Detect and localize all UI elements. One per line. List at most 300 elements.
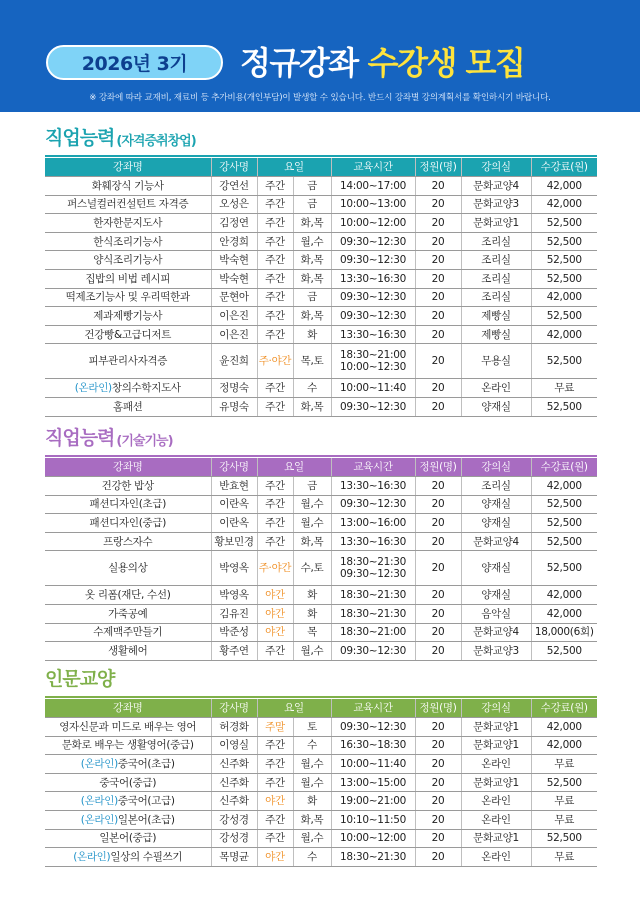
cell-fee: 42,000	[531, 477, 597, 496]
time-slot: 13:30~16:30	[339, 328, 407, 341]
cell-type: 주간	[257, 325, 293, 344]
cell-fee: 무료	[531, 810, 597, 829]
cell-course	[45, 773, 211, 792]
cell-days: 화	[293, 325, 331, 344]
cell-capacity: 20	[415, 532, 461, 551]
title-accent: 수강생 모집	[367, 44, 525, 82]
cell-fee: 무료	[531, 848, 597, 867]
cell-teacher: 허경화	[211, 718, 257, 737]
cell-days: 목	[293, 623, 331, 642]
cell-teacher: 신주화	[211, 773, 257, 792]
cell-type: 주간	[257, 532, 293, 551]
header-capacity: 정원(명)	[415, 458, 461, 477]
cell-type: 주간	[257, 495, 293, 514]
time-slot: 10:00~12:00	[339, 216, 407, 229]
course-row	[45, 379, 597, 398]
cell-type: 야간	[257, 604, 293, 623]
time-slot: 09:30~12:30	[339, 235, 407, 248]
cell-days: 화,목	[293, 532, 331, 551]
section-title	[45, 424, 597, 450]
course-row	[45, 623, 597, 642]
cell-time	[331, 495, 415, 514]
cell-days: 화,목	[293, 397, 331, 416]
cell-fee: 52,500	[531, 829, 597, 848]
course-row	[45, 604, 597, 623]
cell-days: 금	[293, 288, 331, 307]
header-room: 강의실	[461, 699, 531, 718]
cell-fee: 52,500	[531, 551, 597, 586]
cell-course	[45, 495, 211, 514]
cell-fee: 42,000	[531, 736, 597, 755]
time-slot: 13:30~16:30	[339, 535, 407, 548]
cell-course	[45, 344, 211, 379]
course-name: 창의수학지도사	[111, 382, 181, 395]
cell-days: 화	[293, 586, 331, 605]
table-header-row	[45, 158, 597, 177]
cell-room: 문화교양4	[461, 177, 531, 196]
online-tag: (온라인)	[80, 813, 118, 826]
course-row	[45, 325, 597, 344]
course-name: 양식조리기능사	[93, 254, 163, 267]
course-name: 건강빵&고급디저트	[84, 328, 172, 341]
cell-time	[331, 214, 415, 233]
header-course: 강좌명	[45, 158, 211, 177]
course-row	[45, 755, 597, 774]
cell-time	[331, 232, 415, 251]
cell-teacher: 강성경	[211, 829, 257, 848]
cell-fee: 무료	[531, 755, 597, 774]
cell-capacity: 20	[415, 755, 461, 774]
cell-type: 주간	[257, 195, 293, 214]
cell-capacity: 20	[415, 307, 461, 326]
header-day: 요일	[257, 458, 331, 477]
course-row	[45, 214, 597, 233]
cell-time	[331, 379, 415, 398]
cell-type: 주간	[257, 736, 293, 755]
cell-room: 문화교양1	[461, 214, 531, 233]
header-day: 요일	[257, 699, 331, 718]
cell-capacity: 20	[415, 477, 461, 496]
cell-capacity: 20	[415, 848, 461, 867]
cell-fee: 52,500	[531, 214, 597, 233]
course-name: 집밥의 비법 레시피	[85, 272, 171, 285]
time-slot: 18:30~21:00	[339, 626, 407, 639]
cell-days: 수	[293, 848, 331, 867]
table-header-row	[45, 458, 597, 477]
course-name: 패션디자인(초급)	[89, 498, 166, 511]
cell-teacher: 신주화	[211, 792, 257, 811]
cell-capacity: 20	[415, 623, 461, 642]
course-name: 일본어(초급)	[117, 813, 175, 826]
cell-course	[45, 642, 211, 661]
cell-type: 주간	[257, 232, 293, 251]
cell-room: 문화교양4	[461, 532, 531, 551]
cell-fee: 42,000	[531, 718, 597, 737]
cell-teacher: 이영실	[211, 736, 257, 755]
cell-course	[45, 736, 211, 755]
cell-days: 수	[293, 736, 331, 755]
cell-teacher: 이은진	[211, 325, 257, 344]
time-slot: 10:00~11:40	[339, 757, 407, 770]
cell-time	[331, 251, 415, 270]
cell-course	[45, 325, 211, 344]
course-name: 화훼장식 기능사	[91, 179, 164, 192]
course-row	[45, 514, 597, 533]
cell-days: 화,목	[293, 251, 331, 270]
course-row	[45, 792, 597, 811]
course-row	[45, 344, 597, 379]
course-table	[45, 458, 597, 661]
time-slot: 13:00~15:00	[339, 776, 407, 789]
cell-teacher: 안경희	[211, 232, 257, 251]
cell-room: 문화교양4	[461, 623, 531, 642]
time-slot: 09:30~12:30	[339, 254, 407, 267]
cell-room: 제빵실	[461, 307, 531, 326]
cell-type: 주간	[257, 214, 293, 233]
cell-time	[331, 755, 415, 774]
header-teacher: 강사명	[211, 699, 257, 718]
course-row	[45, 551, 597, 586]
course-row	[45, 829, 597, 848]
cell-days: 화	[293, 792, 331, 811]
course-name: 떡제조기능사 및 우리떡한과	[65, 291, 190, 304]
cell-fee: 무료	[531, 379, 597, 398]
cell-time	[331, 810, 415, 829]
course-row	[45, 232, 597, 251]
cell-time	[331, 642, 415, 661]
time-slot: 18:30~21:30	[339, 850, 407, 863]
cell-fee: 52,500	[531, 397, 597, 416]
course-name: 피부관리사자격증	[88, 355, 168, 368]
time-slot: 10:00~13:00	[339, 198, 407, 211]
section-title	[45, 124, 597, 150]
cell-days: 화,목	[293, 214, 331, 233]
course-row	[45, 810, 597, 829]
cell-type: 주간	[257, 307, 293, 326]
cell-days: 수,토	[293, 551, 331, 586]
cell-days: 수	[293, 379, 331, 398]
section-divider	[45, 455, 597, 457]
header-room: 강의실	[461, 458, 531, 477]
cell-capacity: 20	[415, 495, 461, 514]
cell-capacity: 20	[415, 773, 461, 792]
header-fee: 수강료(원)	[531, 458, 597, 477]
cell-capacity: 20	[415, 325, 461, 344]
cell-teacher: 이란옥	[211, 495, 257, 514]
cell-type: 주간	[257, 288, 293, 307]
cell-fee: 42,000	[531, 604, 597, 623]
course-name: 퍼스널컬러컨설턴트 자격증	[67, 198, 189, 211]
cell-course	[45, 269, 211, 288]
cell-time	[331, 718, 415, 737]
cell-course	[45, 232, 211, 251]
course-name: 프랑스자수	[103, 535, 153, 548]
cell-course	[45, 251, 211, 270]
section-humanities	[45, 665, 597, 867]
cell-room: 양재실	[461, 586, 531, 605]
cell-course	[45, 755, 211, 774]
cost-notice: ※ 강좌에 따라 교재비, 재료비 등 추가비용(개인부담)이 발생할 수 있습니다. 반드시 강좌별 강의계획서를 확인하시기 바랍니다.	[89, 93, 551, 103]
cell-teacher: 김유진	[211, 604, 257, 623]
cell-room: 문화교양1	[461, 718, 531, 737]
cell-days: 금	[293, 177, 331, 196]
cell-course	[45, 810, 211, 829]
header-time: 교육시간	[331, 158, 415, 177]
cell-type: 주간	[257, 397, 293, 416]
cell-fee: 42,000	[531, 288, 597, 307]
cell-course	[45, 532, 211, 551]
cell-course	[45, 214, 211, 233]
cell-room: 조리실	[461, 251, 531, 270]
header-teacher: 강사명	[211, 458, 257, 477]
course-row	[45, 642, 597, 661]
cell-course	[45, 397, 211, 416]
cell-room: 문화교양1	[461, 829, 531, 848]
cell-time	[331, 829, 415, 848]
course-row	[45, 177, 597, 196]
cell-time	[331, 307, 415, 326]
cell-type: 야간	[257, 623, 293, 642]
time-slot: 13:00~16:00	[339, 516, 407, 529]
cell-time	[331, 586, 415, 605]
course-name: 일본어(중급)	[99, 832, 157, 845]
time-slot: 14:00~17:00	[339, 179, 407, 192]
cell-fee: 42,000	[531, 325, 597, 344]
section-job-technical	[45, 424, 597, 661]
cell-time	[331, 397, 415, 416]
cell-room: 제빵실	[461, 325, 531, 344]
cell-type: 야간	[257, 586, 293, 605]
cell-fee: 52,500	[531, 532, 597, 551]
cell-teacher: 신주화	[211, 755, 257, 774]
cell-days: 금	[293, 477, 331, 496]
course-row	[45, 307, 597, 326]
course-row	[45, 718, 597, 737]
course-row	[45, 773, 597, 792]
course-row	[45, 736, 597, 755]
cell-course	[45, 177, 211, 196]
cell-teacher: 박영옥	[211, 586, 257, 605]
time-slot: 09:30~12:30	[339, 400, 407, 413]
cell-fee: 52,500	[531, 495, 597, 514]
cell-teacher: 강성경	[211, 810, 257, 829]
cell-capacity: 20	[415, 718, 461, 737]
cell-teacher: 박숙현	[211, 269, 257, 288]
cell-capacity: 20	[415, 736, 461, 755]
cell-capacity: 20	[415, 514, 461, 533]
cell-type: 야간	[257, 848, 293, 867]
course-name: 수제맥주만들기	[93, 626, 163, 639]
cell-teacher: 목명균	[211, 848, 257, 867]
cell-time	[331, 514, 415, 533]
time-slot: 19:00~21:00	[339, 795, 407, 808]
cell-type: 주간	[257, 773, 293, 792]
cell-course	[45, 307, 211, 326]
course-name: 중국어(중급)	[99, 776, 157, 789]
cell-fee: 52,500	[531, 307, 597, 326]
cell-days: 월,수	[293, 232, 331, 251]
cell-room: 양재실	[461, 551, 531, 586]
time-slot: 18:30~21:00	[339, 349, 407, 362]
cell-room: 조리실	[461, 269, 531, 288]
cell-course	[45, 586, 211, 605]
header-fee: 수강료(원)	[531, 699, 597, 718]
cell-teacher: 오성은	[211, 195, 257, 214]
header-banner	[0, 0, 640, 112]
course-name: 중국어(고급)	[117, 795, 175, 808]
cell-room: 문화교양3	[461, 195, 531, 214]
course-name: 건강한 밥상	[101, 479, 154, 492]
cell-fee: 18,000(6회)	[531, 623, 597, 642]
online-tag: (온라인)	[80, 795, 118, 808]
section-title-main: 직업능력	[45, 427, 115, 449]
cell-type: 주간	[257, 477, 293, 496]
course-row	[45, 269, 597, 288]
course-row	[45, 532, 597, 551]
cell-capacity: 20	[415, 344, 461, 379]
page-title	[240, 38, 524, 84]
cell-time	[331, 195, 415, 214]
header-capacity: 정원(명)	[415, 158, 461, 177]
section-title-main: 직업능력	[45, 127, 115, 149]
cell-teacher: 이란옥	[211, 514, 257, 533]
cell-time	[331, 477, 415, 496]
cell-type: 주말	[257, 718, 293, 737]
course-table	[45, 699, 597, 867]
cell-course	[45, 718, 211, 737]
cell-days: 월,수	[293, 829, 331, 848]
cell-time	[331, 288, 415, 307]
course-name: 한자한문지도사	[93, 216, 163, 229]
cell-type: 주간	[257, 642, 293, 661]
cell-fee: 52,500	[531, 269, 597, 288]
table-header-row	[45, 699, 597, 718]
cell-time	[331, 177, 415, 196]
course-name: 실용의상	[108, 562, 148, 575]
time-slot: 10:00~12:00	[339, 832, 407, 845]
cell-teacher: 이은진	[211, 307, 257, 326]
cell-teacher: 박준성	[211, 623, 257, 642]
cell-fee: 무료	[531, 792, 597, 811]
header-course: 강좌명	[45, 699, 211, 718]
cell-room: 문화교양3	[461, 642, 531, 661]
course-name: 옷 리폼(재단, 수선)	[84, 589, 171, 602]
cell-course	[45, 829, 211, 848]
cell-time	[331, 773, 415, 792]
cell-teacher: 황보민경	[211, 532, 257, 551]
cell-days: 화	[293, 604, 331, 623]
cell-capacity: 20	[415, 379, 461, 398]
cell-time	[331, 848, 415, 867]
cell-days: 화,목	[293, 810, 331, 829]
cell-fee: 52,500	[531, 251, 597, 270]
cell-type: 주간	[257, 251, 293, 270]
cell-fee: 42,000	[531, 195, 597, 214]
cell-days: 화,목	[293, 269, 331, 288]
cell-teacher: 박숙현	[211, 251, 257, 270]
course-table	[45, 158, 597, 417]
cell-course	[45, 623, 211, 642]
cell-time	[331, 551, 415, 586]
header-course: 강좌명	[45, 458, 211, 477]
cell-teacher: 황주연	[211, 642, 257, 661]
cell-capacity: 20	[415, 604, 461, 623]
cell-course	[45, 195, 211, 214]
course-name: 영자신문과 미드로 배우는 영어	[59, 720, 197, 733]
course-row	[45, 288, 597, 307]
header-fee: 수강료(원)	[531, 158, 597, 177]
course-row	[45, 195, 597, 214]
cell-days: 월,수	[293, 495, 331, 514]
header-capacity: 정원(명)	[415, 699, 461, 718]
time-slot: 10:00~12:30	[339, 361, 407, 374]
cell-course	[45, 792, 211, 811]
cell-room: 온라인	[461, 755, 531, 774]
section-title-main: 인문교양	[45, 668, 115, 690]
cell-course	[45, 379, 211, 398]
course-name: 가죽공예	[108, 607, 148, 620]
cell-room: 온라인	[461, 792, 531, 811]
cell-course	[45, 477, 211, 496]
cell-time	[331, 792, 415, 811]
cell-room: 조리실	[461, 232, 531, 251]
cell-fee: 52,500	[531, 642, 597, 661]
online-tag: (온라인)	[73, 850, 111, 863]
cell-days: 월,수	[293, 755, 331, 774]
cell-room: 조리실	[461, 288, 531, 307]
cell-type: 주·야간	[257, 344, 293, 379]
cell-time	[331, 532, 415, 551]
cell-fee: 42,000	[531, 177, 597, 196]
cell-days: 목,토	[293, 344, 331, 379]
cell-capacity: 20	[415, 810, 461, 829]
course-row	[45, 586, 597, 605]
cell-teacher: 강연선	[211, 177, 257, 196]
cell-type: 주간	[257, 269, 293, 288]
online-tag: (온라인)	[80, 757, 118, 770]
header-teacher: 강사명	[211, 158, 257, 177]
cell-fee: 52,500	[531, 773, 597, 792]
cell-teacher: 박영옥	[211, 551, 257, 586]
cell-fee: 52,500	[531, 514, 597, 533]
cell-room: 무용실	[461, 344, 531, 379]
cell-course	[45, 848, 211, 867]
cell-time	[331, 604, 415, 623]
header-day: 요일	[257, 158, 331, 177]
cell-room: 양재실	[461, 397, 531, 416]
time-slot: 09:30~12:30	[339, 309, 407, 322]
cell-course	[45, 288, 211, 307]
cell-type: 주간	[257, 829, 293, 848]
course-row	[45, 251, 597, 270]
cell-room: 양재실	[461, 495, 531, 514]
cell-type: 주간	[257, 514, 293, 533]
cell-room: 온라인	[461, 379, 531, 398]
section-divider	[45, 155, 597, 157]
cell-capacity: 20	[415, 792, 461, 811]
cell-days: 월,수	[293, 773, 331, 792]
title-main: 정규강좌	[240, 44, 358, 82]
cell-room: 온라인	[461, 848, 531, 867]
cell-capacity: 20	[415, 288, 461, 307]
course-name: 중국어(초급)	[117, 757, 175, 770]
cell-type: 주간	[257, 177, 293, 196]
time-slot: 16:30~18:30	[339, 739, 407, 752]
header-room: 강의실	[461, 158, 531, 177]
section-job-certificate	[45, 124, 597, 417]
cell-course	[45, 604, 211, 623]
time-slot: 10:00~11:40	[339, 382, 407, 395]
